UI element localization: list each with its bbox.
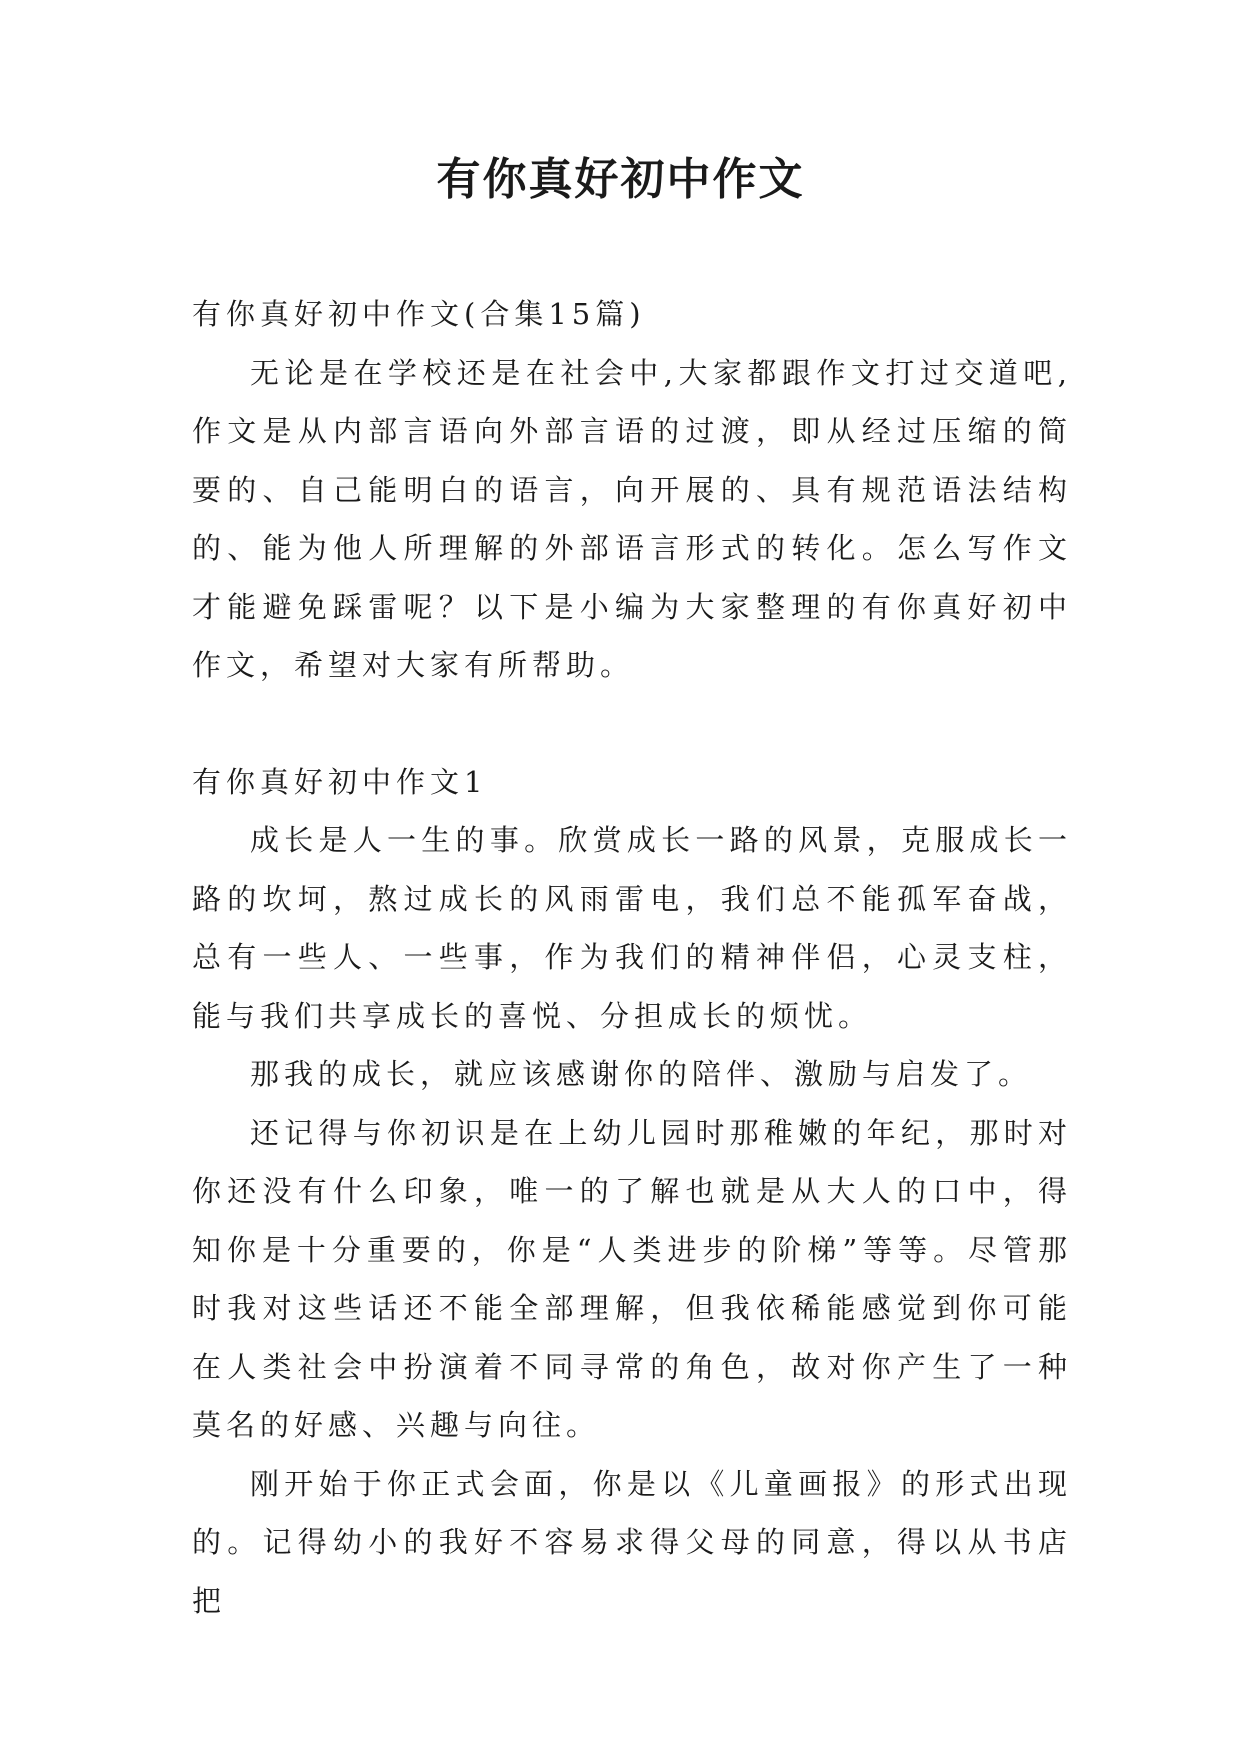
section-heading: 有你真好初中作文1 <box>192 764 488 799</box>
document-body <box>192 285 1072 1630</box>
body-paragraph: 还记得与你初识是在上幼儿园时那稚嫩的年纪，那时对你还没有什么印象，唯一的了解也就是从大人的口中，得知你是十分重要的，你是“人类进步的阶梯”等等。尽管那时我对这些话还不能全部理解，但我依稀能感觉到你可能在人类社会中扮演着不同寻常的角色，故对你产生了一种莫名的好感、兴趣与向往。 <box>192 1115 1072 1442</box>
body-paragraph: 刚开始于你正式会面，你是以《儿童画报》的形式出现的。记得幼小的我好不容易求得父母的同意，得以从书店把 <box>192 1466 1072 1618</box>
document-subtitle: 有你真好初中作文(合集15篇) <box>192 297 646 331</box>
body-paragraph: 那我的成长，就应该感谢你的陪伴、激励与启发了。 <box>250 1057 1033 1091</box>
body-paragraph: 成长是人一生的事。欣赏成长一路的风景，克服成长一路的坎坷，熬过成长的风雨雷电，我们总不能孤军奋战，总有一些人、一些事，作为我们的精神伴侣，心灵支柱，能与我们共享成长的喜悦、分担成长的烦忧。 <box>192 823 1072 1033</box>
document-title: 有你真好初中作文 <box>436 154 805 205</box>
intro-paragraph: 无论是在学校还是在社会中,大家都跟作文打过交道吧,作文是从内部言语向外部言语的过渡，即从经过压缩的简要的、自己能明白的语言，向开展的、具有规范语法结构的、能为他人所理解的外部语言形式的转化。怎么写作文才能避免踩雷呢？以下是小编为大家整理的有你真好初中作文，希望对大家有所帮助。 <box>192 355 1072 682</box>
